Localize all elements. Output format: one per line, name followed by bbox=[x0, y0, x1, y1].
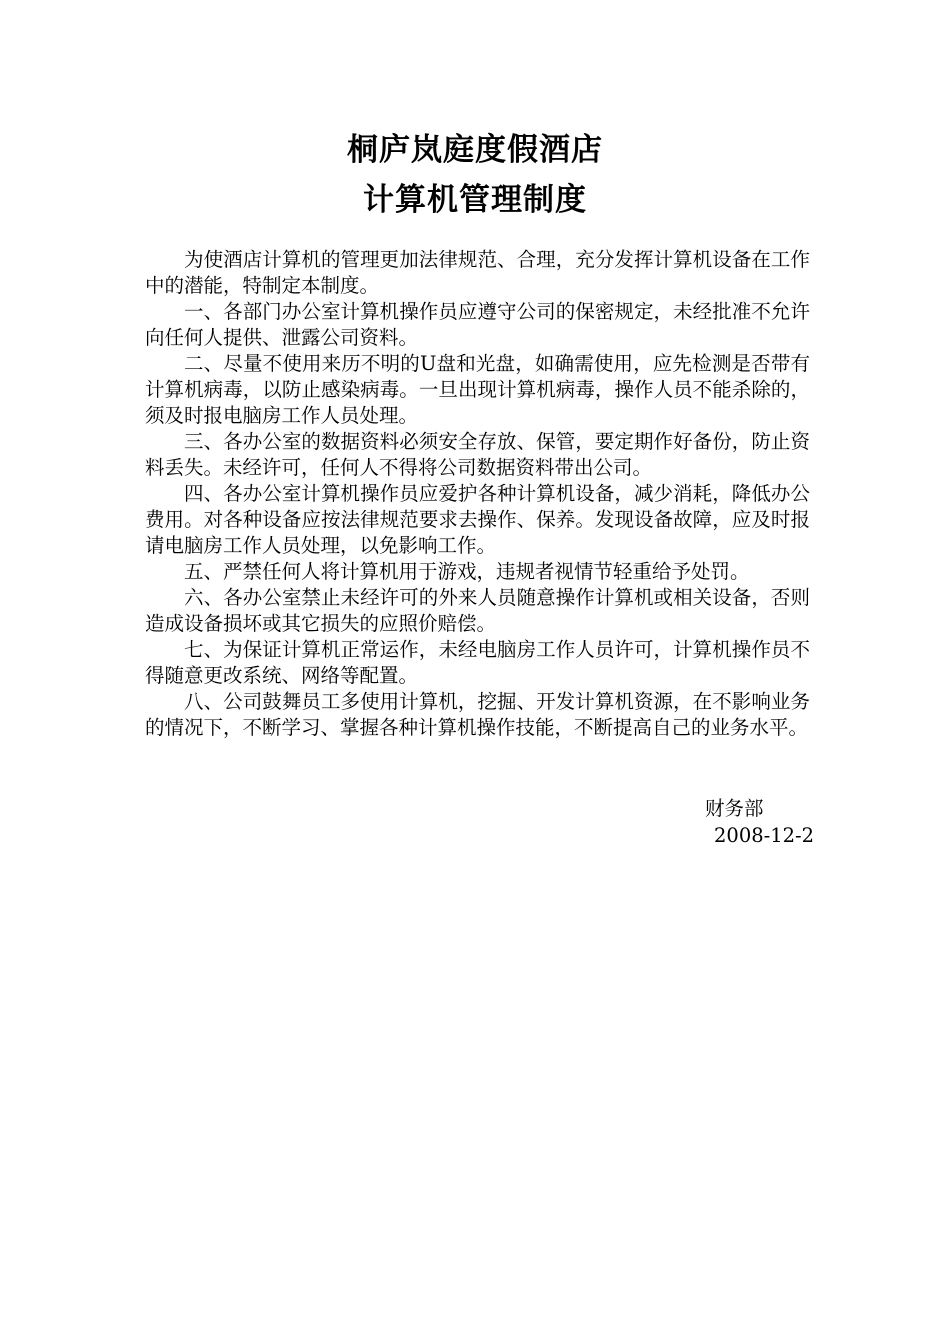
signature-department: 财务部 bbox=[705, 797, 764, 820]
paragraph-rule-1: 一、各部门办公室计算机操作员应遵守公司的保密规定，未经批准不允许向任何人提供、泄露公司资料。 bbox=[145, 300, 810, 349]
paragraph-rule-7: 七、为保证计算机正常运作，未经电脑房工作人员许可，计算机操作员不得随意更改系统、网络等配置。 bbox=[145, 638, 810, 687]
signature-date: 2008-12-2 bbox=[714, 824, 815, 847]
paragraph-rule-2: 二、尽量不使用来历不明的U盘和光盘，如确需使用，应先检测是否带有计算机病毒，以防止感染病毒。一旦出现计算机病毒，操作人员不能杀除的，须及时报电脑房工作人员处理。 bbox=[145, 352, 810, 427]
paragraph-intro: 为使酒店计算机的管理更加法律规范、合理，充分发挥计算机设备在工作中的潜能，特制定本制度。 bbox=[145, 248, 810, 297]
paragraph-rule-8: 八、公司鼓舞员工多使用计算机，挖掘、开发计算机资源，在不影响业务的情况下，不断学习、掌握各种计算机操作技能，不断提高自己的业务水平。 bbox=[145, 690, 810, 739]
paragraph-rule-6: 六、各办公室禁止未经许可的外来人员随意操作计算机或相关设备，否则造成设备损坏或其它损失的应照价赔偿。 bbox=[145, 586, 810, 635]
document-body bbox=[145, 247, 810, 741]
paragraph-rule-5: 五、严禁任何人将计算机用于游戏，违规者视情节轻重给予处罚。 bbox=[184, 560, 750, 583]
paragraph-rule-4: 四、各办公室计算机操作员应爱护各种计算机设备，减少消耗，降低办公费用。对各种设备应按法律规范要求去操作、保养。发现设备故障，应及时报请电脑房工作人员处理，以免影响工作。 bbox=[145, 482, 810, 557]
document-title-line2: 计算机管理制度 bbox=[363, 182, 587, 218]
document-title-line1: 桐庐岚庭度假酒店 bbox=[347, 132, 603, 168]
paragraph-rule-3: 三、各办公室的数据资料必须安全存放、保管，要定期作好备份，防止资料丢失。未经许可，任何人不得将公司数据资料带出公司。 bbox=[145, 430, 810, 479]
